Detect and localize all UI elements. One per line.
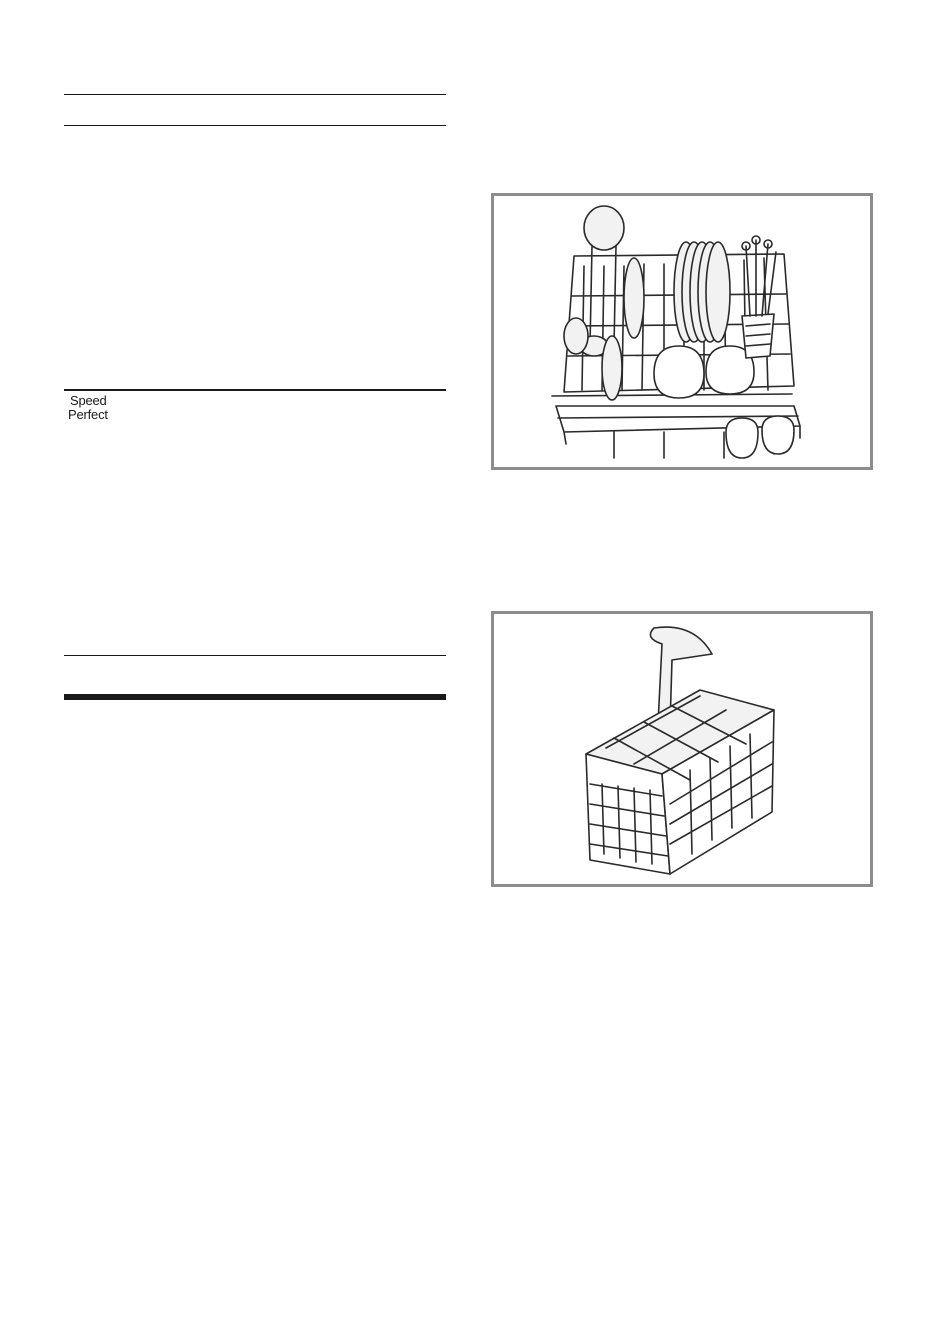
figure-dish-rack xyxy=(491,193,873,470)
row-label-perfect: Perfect xyxy=(68,407,108,422)
table-header-rule xyxy=(64,125,446,126)
table-row-divider xyxy=(64,389,446,391)
cutlery-basket-icon xyxy=(494,614,870,884)
table-top-rule xyxy=(64,94,446,95)
row-label-speed: Speed xyxy=(70,393,107,408)
dish-rack-icon xyxy=(494,196,870,467)
table-bottom-rule xyxy=(64,655,446,656)
figure-cutlery-basket xyxy=(491,611,873,887)
section-heading-rule xyxy=(64,694,446,700)
